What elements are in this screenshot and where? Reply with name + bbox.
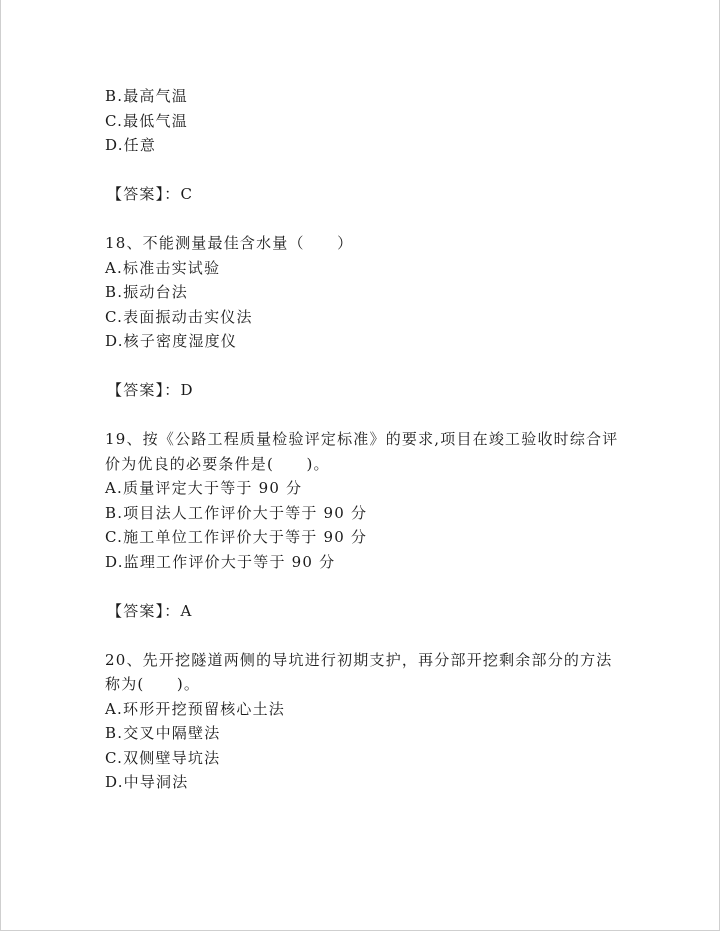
question-stem: 19、按《公路工程质量检验评定标准》的要求,项目在竣工验收时综合评价为优良的必要条件是( )。 <box>105 430 619 473</box>
option-c: C.最低气温 <box>105 111 188 130</box>
option-b: B.最高气温 <box>105 87 188 105</box>
option-b: B.项目法人工作评价大于等于 90 分 <box>105 503 368 522</box>
option-c: C.表面振动击实仪法 <box>105 307 253 326</box>
option-c: C.施工单位工作评价大于等于 90 分 <box>105 528 368 546</box>
option-b: B.振动台法 <box>105 283 188 301</box>
question-stem: 18、不能测量最佳含水量（ ） <box>105 234 354 252</box>
option-a: A.环形开挖预留核心土法 <box>105 699 286 718</box>
option-b: B.交叉中隔壁法 <box>105 724 221 742</box>
answer-label: 【答案】：D <box>107 381 194 399</box>
option-d: D.中导洞法 <box>105 773 189 791</box>
answer-label: 【答案】：A <box>107 601 193 620</box>
option-c: C.双侧壁导坑法 <box>105 748 221 767</box>
option-d: D.任意 <box>105 136 157 154</box>
question-block-20 <box>105 648 645 795</box>
question-block-19 <box>105 427 645 648</box>
question-stem: 20、先开挖隧道两侧的导坑进行初期支护，再分部开挖剩余部分的方法称为( )。 <box>105 650 613 693</box>
option-a: A.标准击实试验 <box>105 258 221 277</box>
answer-label: 【答案】：C <box>107 185 194 203</box>
question-block-17 <box>105 84 645 231</box>
question-list <box>105 84 645 795</box>
option-a: A.质量评定大于等于 90 分 <box>105 479 303 497</box>
option-d: D.监理工作评价大于等于 90 分 <box>105 552 336 571</box>
option-d: D.核子密度湿度仪 <box>105 332 238 350</box>
question-block-18 <box>105 231 645 427</box>
